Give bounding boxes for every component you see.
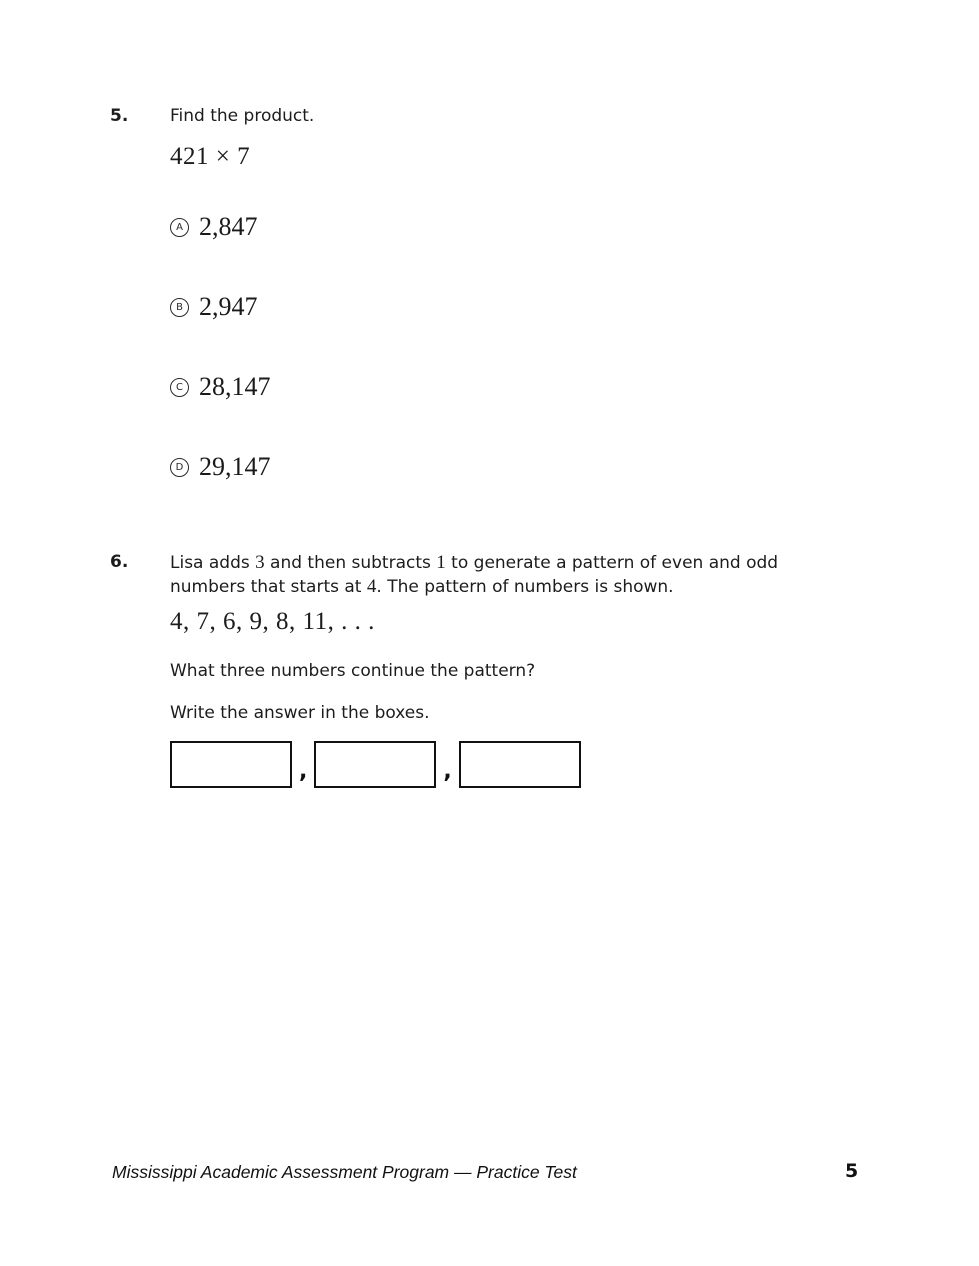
question-6-sub-question: What three numbers continue the pattern?: [170, 661, 536, 681]
prompt-text-segment: and then subtracts: [264, 553, 437, 573]
choice-b-bubble[interactable]: B: [170, 298, 189, 317]
answer-box-2[interactable]: [314, 741, 436, 788]
question-6-prompt: [170, 551, 828, 599]
question-5-prompt: Find the product.: [170, 106, 315, 126]
answer-box-3[interactable]: [459, 741, 581, 788]
choice-b-value: 2,947: [199, 292, 258, 321]
choice-a[interactable]: [170, 212, 271, 242]
question-5-expression: 421 × 7: [170, 143, 251, 170]
question-5-header: [110, 105, 870, 128]
answer-boxes-row: [170, 741, 581, 788]
choice-d-bubble[interactable]: D: [170, 458, 189, 477]
choice-b[interactable]: [170, 292, 271, 322]
prompt-text-segment: Lisa adds: [170, 553, 256, 573]
choice-d[interactable]: [170, 452, 271, 482]
footer-page-number: 5: [845, 1160, 859, 1182]
box-separator: ,: [443, 759, 452, 784]
answer-box-1[interactable]: [170, 741, 292, 788]
question-5-number: 5.: [110, 106, 129, 126]
prompt-text-segment: . The pattern of numbers is shown.: [376, 577, 674, 597]
choice-c[interactable]: [170, 372, 271, 402]
footer-document-title: Mississippi Academic Assessment Program — Practice Test: [112, 1162, 577, 1182]
question-6-header: [110, 551, 880, 599]
box-separator: ,: [299, 759, 308, 784]
choice-a-bubble[interactable]: A: [170, 218, 189, 237]
choice-d-value: 29,147: [199, 452, 271, 481]
prompt-text-segment: to generate a pattern of even and odd numbers that starts at: [170, 553, 779, 597]
choice-c-bubble[interactable]: C: [170, 378, 189, 397]
question-6-instruction: Write the answer in the boxes.: [170, 703, 430, 723]
prompt-math-number: 1: [436, 552, 446, 573]
choice-a-value: 2,847: [199, 212, 258, 241]
prompt-math-number: 4: [366, 576, 377, 597]
number-pattern: 4, 7, 6, 9, 8, 11, . . .: [170, 608, 375, 635]
choice-c-value: 28,147: [199, 372, 271, 401]
question-5-choices: [170, 212, 271, 532]
prompt-math-number: 3: [255, 552, 265, 573]
question-6-number: 6.: [110, 552, 129, 572]
